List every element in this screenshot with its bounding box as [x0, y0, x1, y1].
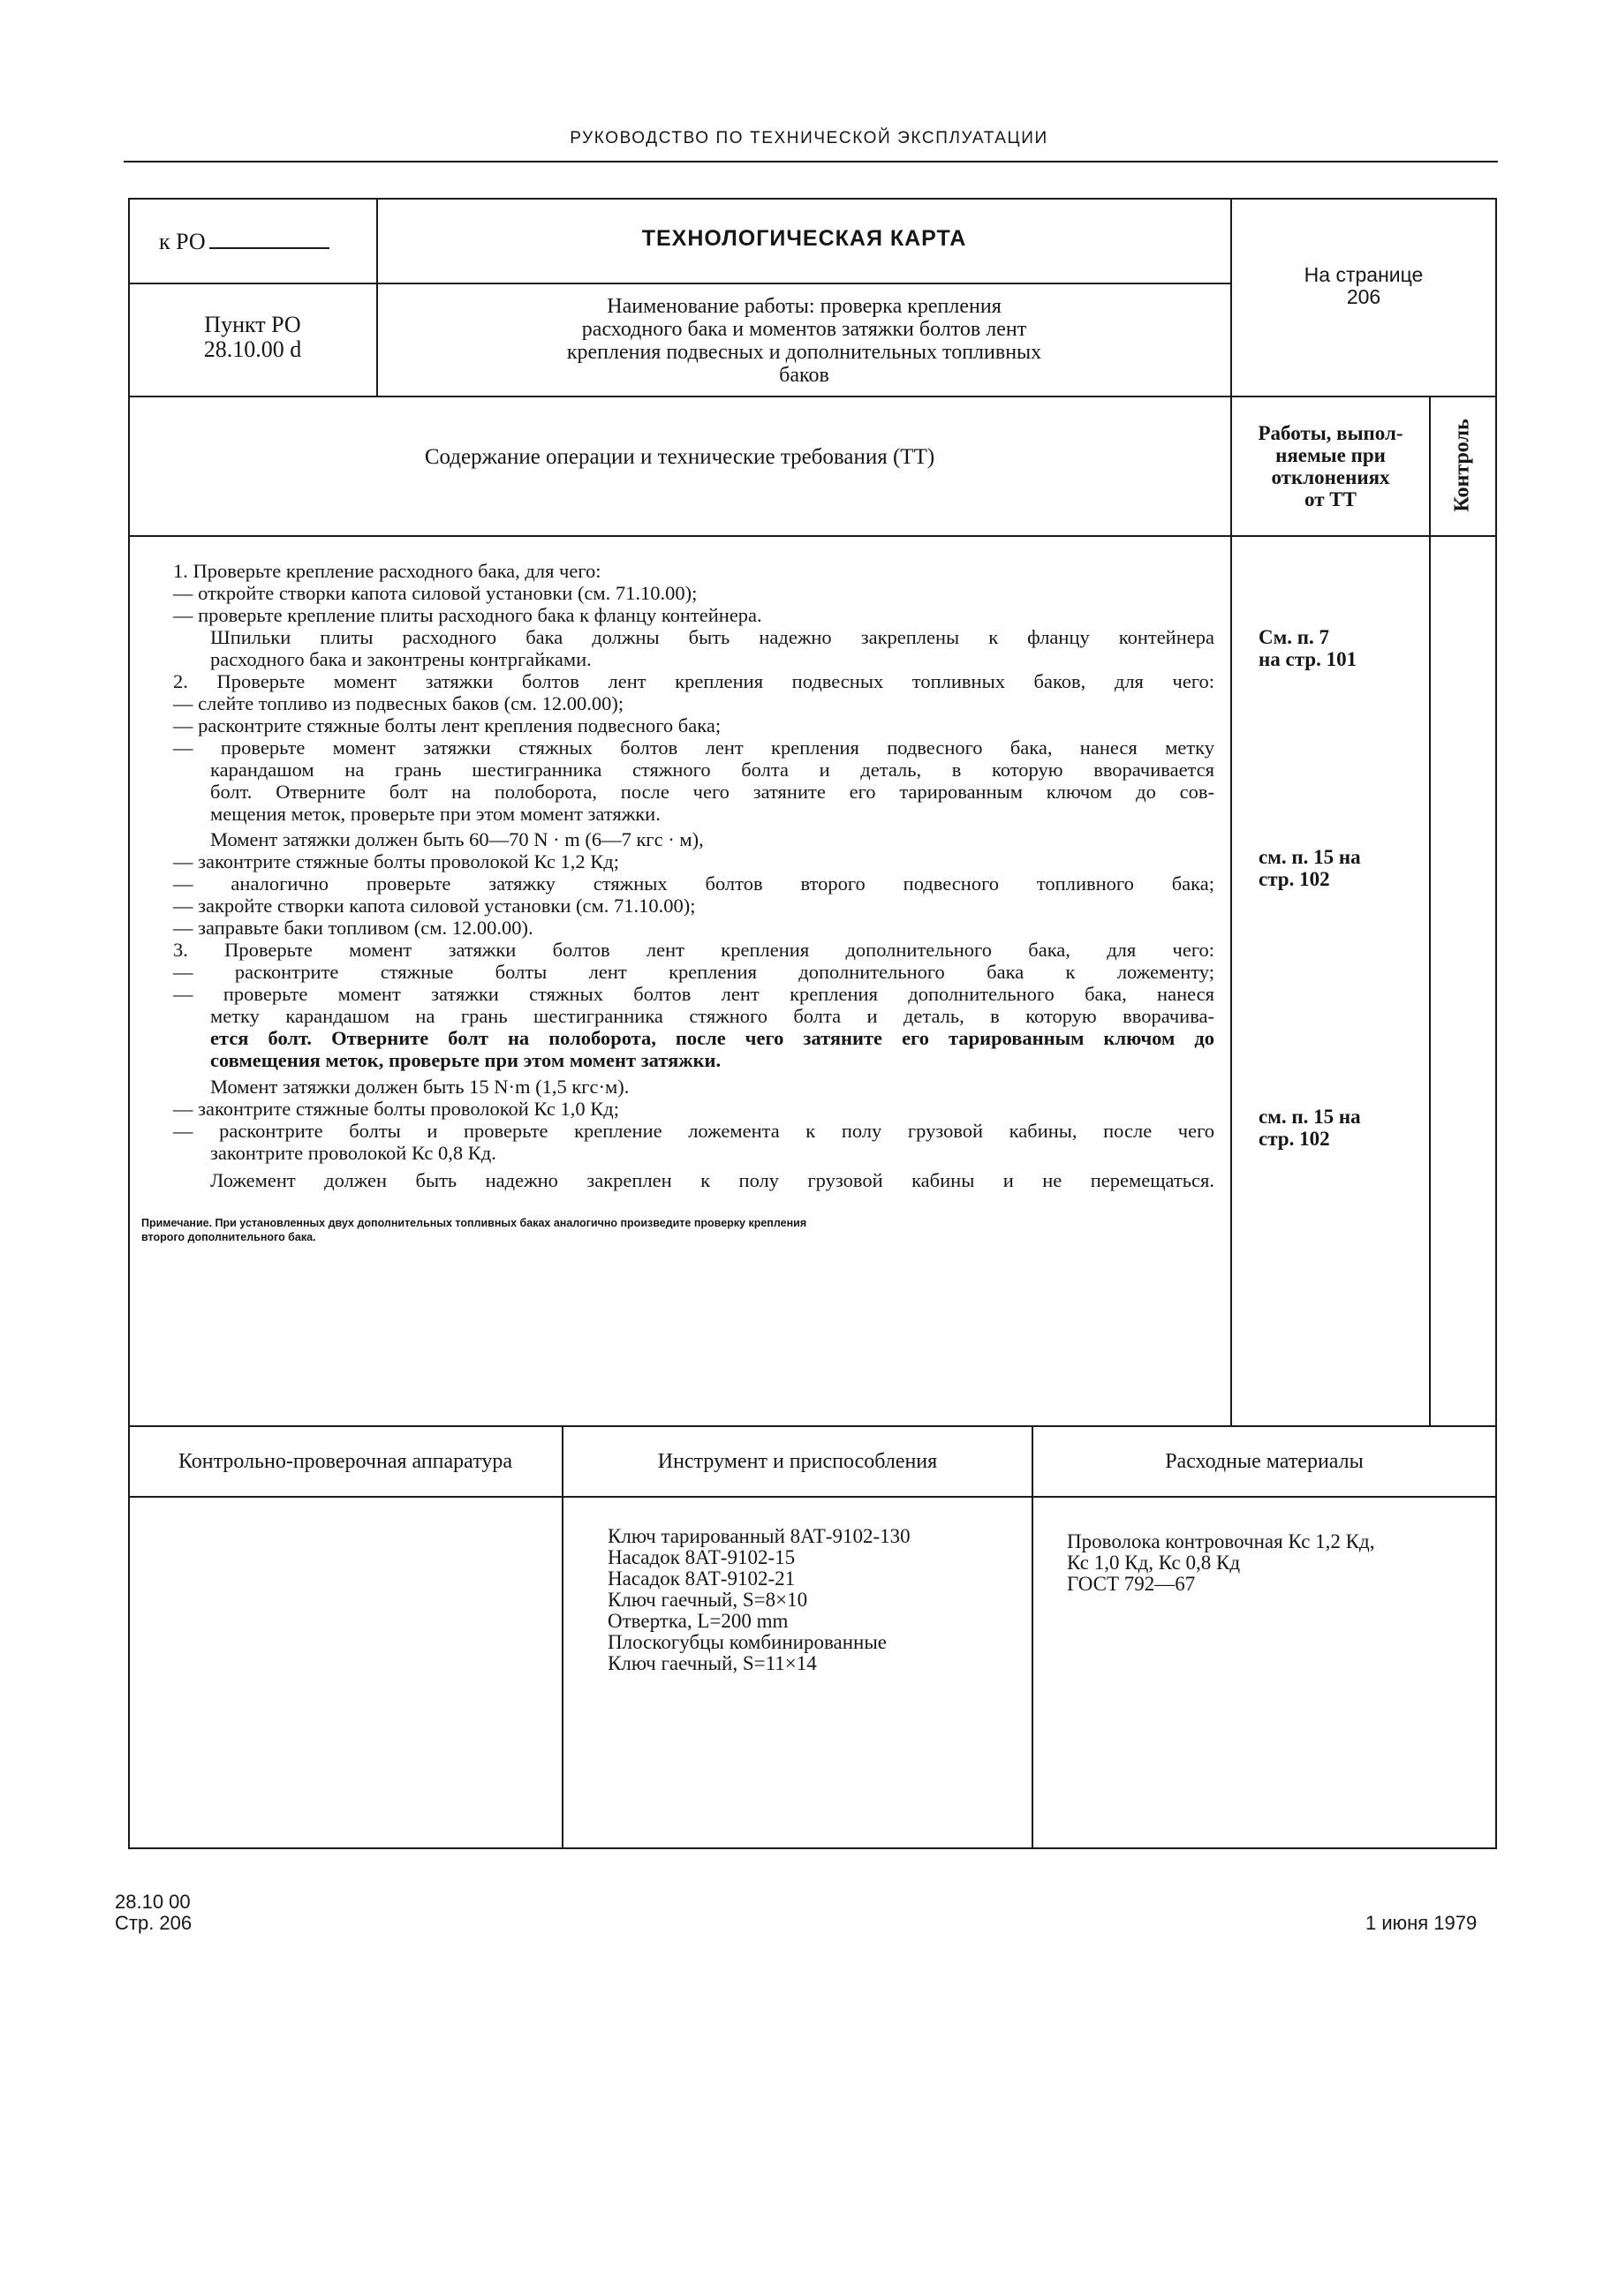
deviations-header-line: Работы, выпол- [1258, 422, 1403, 444]
operation-line: — заправьте баки топливом (см. 12.00.00). [173, 917, 533, 939]
materials-list [1067, 1531, 1374, 1595]
operation-line: — расконтрите стяжные болты лент крепления дополнительного бака к ложементу; [173, 961, 1214, 983]
page-label: На странице [1304, 263, 1424, 286]
grid-top [128, 198, 1497, 200]
tool-item: Насадок 8АТ-9102-15 [608, 1546, 796, 1568]
operation-line: — слейте топливо из подвесных баков (см. 12.00.00); [173, 692, 624, 714]
running-header: РУКОВОДСТВО ПО ТЕХНИЧЕСКОЙ ЭКСПЛУАТАЦИИ [570, 129, 1048, 147]
card-title: ТЕХНОЛОГИЧЕСКАЯ КАРТА [641, 226, 967, 251]
operation-line: — закройте створки капота силовой установки (см. 71.10.00); [173, 895, 696, 917]
apparatus-header: Контрольно-проверочная аппаратура [178, 1450, 513, 1473]
operation-line: Момент затяжки должен быть 60—70 N · m (6—7 кгс · м), [210, 828, 704, 850]
deviations-header-line: от ТТ [1304, 488, 1357, 510]
grid-head-bottom [128, 535, 1497, 537]
grid-bottom [128, 1847, 1497, 1849]
note-line: Примечание. При установленных двух дополнительных топливных баках аналогично произведите проверку крепления [141, 1217, 807, 1229]
operation-line: метку карандашом на грань шестигранника стяжного болта и деталь, в которую вворачива- [210, 1005, 1214, 1027]
reference-line: см. п. 15 на [1259, 846, 1361, 868]
materials-header: Расходные материалы [1165, 1450, 1364, 1473]
grid-body-bottom [128, 1425, 1497, 1427]
grid-head-top [128, 396, 1497, 397]
grid-col-mats [1032, 1425, 1033, 1847]
tools-header: Инструмент и приспособления [657, 1450, 938, 1473]
operation-line: законтрите проволокой Кс 0,8 Кд. [210, 1142, 496, 1164]
footer-page: Стр. 206 [115, 1912, 193, 1934]
note-line: второго дополнительного бака. [141, 1231, 316, 1243]
operation-line: — аналогично проверьте затяжку стяжных болтов второго подвесного топливного бака; [173, 872, 1214, 895]
operation-line: Момент затяжки должен быть 15 N·m (1,5 кгс·м). [210, 1076, 630, 1098]
page-value: 206 [1346, 285, 1381, 308]
operation-line: — законтрите стяжные болты проволокой Кс 1,0 Кд; [173, 1098, 619, 1120]
operation-line: 2. Проверьте момент затяжки болтов лент крепления подвесных топливных баков, для чего: [173, 670, 1214, 692]
operation-line: ется болт. Отверните болт на полоборота, после чего затяните его тарированным ключом до [210, 1027, 1214, 1049]
tool-item: Ключ тарированный 8АТ-9102-130 [608, 1525, 911, 1547]
footer-date: 1 июня 1979 [1365, 1912, 1478, 1934]
operation-line: — проверьте момент затяжки стяжных болтов лент крепления подвесного бака, нанеся метку [173, 736, 1214, 759]
operation-line: — расконтрите стяжные болты лент крепления подвесного бака; [173, 714, 722, 736]
reference-line: См. п. 7 [1259, 626, 1330, 648]
material-item: Проволока контровочная Кс 1,2 Кд, [1067, 1530, 1375, 1552]
deviations-column-header [1232, 422, 1429, 510]
tools-list [608, 1526, 911, 1674]
operation-line: карандашом на грань шестигранника стяжного болта и деталь, в которую вворачивается [210, 759, 1214, 781]
work-name-line: расходного бака и моментов затяжки болтов лент [581, 318, 1027, 341]
operation-line: — законтрите стяжные болты проволокой Кс 1,2 Кд; [173, 850, 619, 872]
operation-line: расходного бака и законтрены контргайками. [210, 648, 592, 670]
grid-col-control [1429, 396, 1431, 1425]
grid-col-dev [1230, 198, 1232, 1425]
reference-line: стр. 102 [1259, 868, 1330, 890]
work-name-line: баков [779, 364, 829, 387]
work-name-line: крепления подвесных и дополнительных топливных [566, 341, 1042, 364]
grid-bottom-head [128, 1496, 1497, 1498]
content-column-header: Содержание операции и технические требования (ТТ) [424, 445, 935, 469]
work-name-line: Наименование работы: проверка крепления [607, 295, 1002, 318]
operation-line: Ложемент должен быть надежно закреплен к полу грузовой кабины и не перемещаться. [210, 1169, 1214, 1191]
grid-col-tools [562, 1425, 563, 1847]
operation-line: Шпильки плиты расходного бака должны быть надежно закреплены к фланцу контейнера [210, 626, 1214, 648]
ro-label: к РО [159, 230, 329, 254]
material-item: ГОСТ 792—67 [1067, 1573, 1196, 1595]
tool-item: Насадок 8АТ-9102-21 [608, 1567, 796, 1590]
grid-title-sep [128, 283, 1230, 284]
point-label: Пункт РО [204, 312, 301, 337]
grid-right [1495, 198, 1497, 1847]
material-item: Кс 1,0 Кд, Кс 0,8 Кд [1067, 1552, 1241, 1574]
tool-item: Плоскогубцы комбинированные [608, 1631, 888, 1653]
control-column-header: Контроль [1450, 419, 1474, 512]
operation-line: совмещения меток, проверьте при этом момент затяжки. [210, 1049, 722, 1071]
operation-line: — проверьте момент затяжки стяжных болтов лент крепления дополнительного бака, нанеся [173, 983, 1214, 1005]
operation-line: 1. Проверьте крепление расходного бака, для чего: [173, 560, 601, 582]
tool-item: Ключ гаечный, S=11×14 [608, 1652, 817, 1674]
operation-line: болт. Отверните болт на полоборота, после чего затяните его тарированным ключом до сов- [210, 781, 1214, 803]
reference-line: на стр. 101 [1259, 648, 1357, 670]
operation-line: 3. Проверьте момент затяжки болтов лент крепления дополнительного бака, для чего: [173, 939, 1214, 961]
tool-item: Отвертка, L=200 mm [608, 1610, 789, 1632]
operation-line: мещения меток, проверьте при этом момент затяжки. [210, 803, 661, 825]
reference-line: см. п. 15 на [1259, 1106, 1361, 1128]
reference-line: стр. 102 [1259, 1128, 1330, 1150]
ro-blank-line [209, 247, 329, 249]
header-rule [124, 161, 1498, 162]
point-value: 28.10.00 d [203, 336, 302, 362]
operation-line: — откройте створки капота силовой установки (см. 71.10.00); [173, 582, 698, 604]
footer-section: 28.10 00 [115, 1891, 191, 1913]
work-name [378, 295, 1230, 387]
deviations-header-line: няемые при [1275, 444, 1386, 466]
operation-line: — проверьте крепление плиты расходного бака к фланцу контейнера. [173, 604, 762, 626]
deviations-header-line: отклонениях [1271, 466, 1390, 488]
operation-line: — расконтрите болты и проверьте крепление ложемента к полу грузовой кабины, после чего [173, 1120, 1214, 1142]
tool-item: Ключ гаечный, S=8×10 [608, 1589, 808, 1611]
